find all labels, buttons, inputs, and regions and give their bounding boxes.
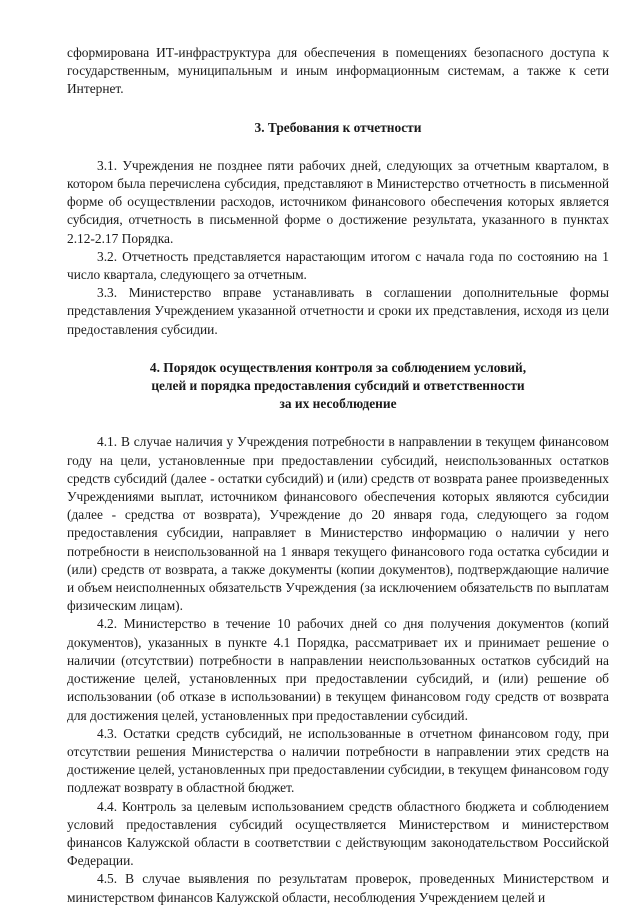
paragraph-3-3: 3.3. Министерство вправе устанавливать в соглашении дополнительные формы представления Учреждением указанной отчетности и сроки их представления, исходя из цели предоставления субсидии. bbox=[67, 285, 609, 337]
section-4-title bbox=[67, 359, 609, 414]
document-page bbox=[67, 44, 609, 907]
paragraph-4-1: 4.1. В случае наличия у Учреждения потребности в направлении в текущем финансовом году на цели, установленные при предоставлении субсидий, неиспользованных остатков средств субсидий (далее - остатки субсидий) и (или) средств от возврата ранее произведенных Учреждениями выплат, источником финансового обеспечения которых являются субсидии (далее - средства от возврата), Учреждение до 20 января года, следующего за годом предоставления субсидии, направляет в Министерство информацию о наличии у него потребности в неиспользованной на 1 января текущего финансового года остатка субсидии и (или) средств от возврата, а также документы (копии документов), подтверждающие наличие и объем неисполненных обязательств Учреждения (за исключением обязательств по выплатам физическим лицам). bbox=[67, 434, 609, 614]
section-4-title-line-3: за их несоблюдение bbox=[279, 396, 397, 412]
paragraph-4-2: 4.2. Министерство в течение 10 рабочих дней со дня получения документов (копий документов), указанных в пункте 4.1 Порядка, рассматривает их и принимает решение о наличии (отсутствии) потребности в направлении неиспользованных остатков субсидий на достижение целей, установленных при предоставлении субсидий, и (или) решение об использовании (об отказе в использовании) в текущем финансовом году средств от возврата для достижения целей, установленных при предоставлении субсидий. bbox=[67, 616, 609, 723]
section-3-title: 3. Требования к отчетности bbox=[254, 119, 422, 135]
paragraph-4-5: 4.5. В случае выявления по результатам проверок, проведенных Министерством и министерством финансов Калужской области, несоблюдения Учреждением целей и bbox=[67, 871, 609, 905]
paragraph-4-3: 4.3. Остатки средств субсидий, не использованные в отчетном финансовом году, при отсутствии решения Министерства о наличии потребности в направлении этих средств на достижение целей, установленных при предоставлении субсидии, в текущем финансовом году подлежат возврату в областной бюджет. bbox=[67, 725, 609, 796]
paragraph-3-1: 3.1. Учреждения не позднее пяти рабочих дней, следующих за отчетным кварталом, в котором была перечислена субсидия, представляют в Министерство отчетность в письменной форме об осуществлении расходов, источником финансового обеспечения которых является субсидия, отчетность в письменной форме о достижение результата, указанного в пунктах 2.12-2.17 Порядка. bbox=[67, 157, 609, 246]
intro-paragraph: сформирована ИТ-инфраструктура для обеспечения в помещениях безопасного доступа к государственным, муниципальным и иным информационным системам, а также к сети Интернет. bbox=[67, 45, 609, 97]
section-4-title-line-2: целей и порядка предоставления субсидий и ответственности bbox=[151, 378, 525, 394]
paragraph-4-4: 4.4. Контроль за целевым использованием средств областного бюджета и соблюдением условий предоставления субсидий осуществляется Министерством и министерством финансов Калужской области в соответствии с действующим законодательством Российской Федерации. bbox=[67, 798, 609, 869]
section-4-title-line-1: 4. Порядок осуществления контроля за соблюдением условий, bbox=[149, 359, 527, 375]
paragraph-3-2: 3.2. Отчетность представляется нарастающим итогом с начала года по состоянию на 1 число квартала, следующего за отчетным. bbox=[67, 248, 609, 283]
